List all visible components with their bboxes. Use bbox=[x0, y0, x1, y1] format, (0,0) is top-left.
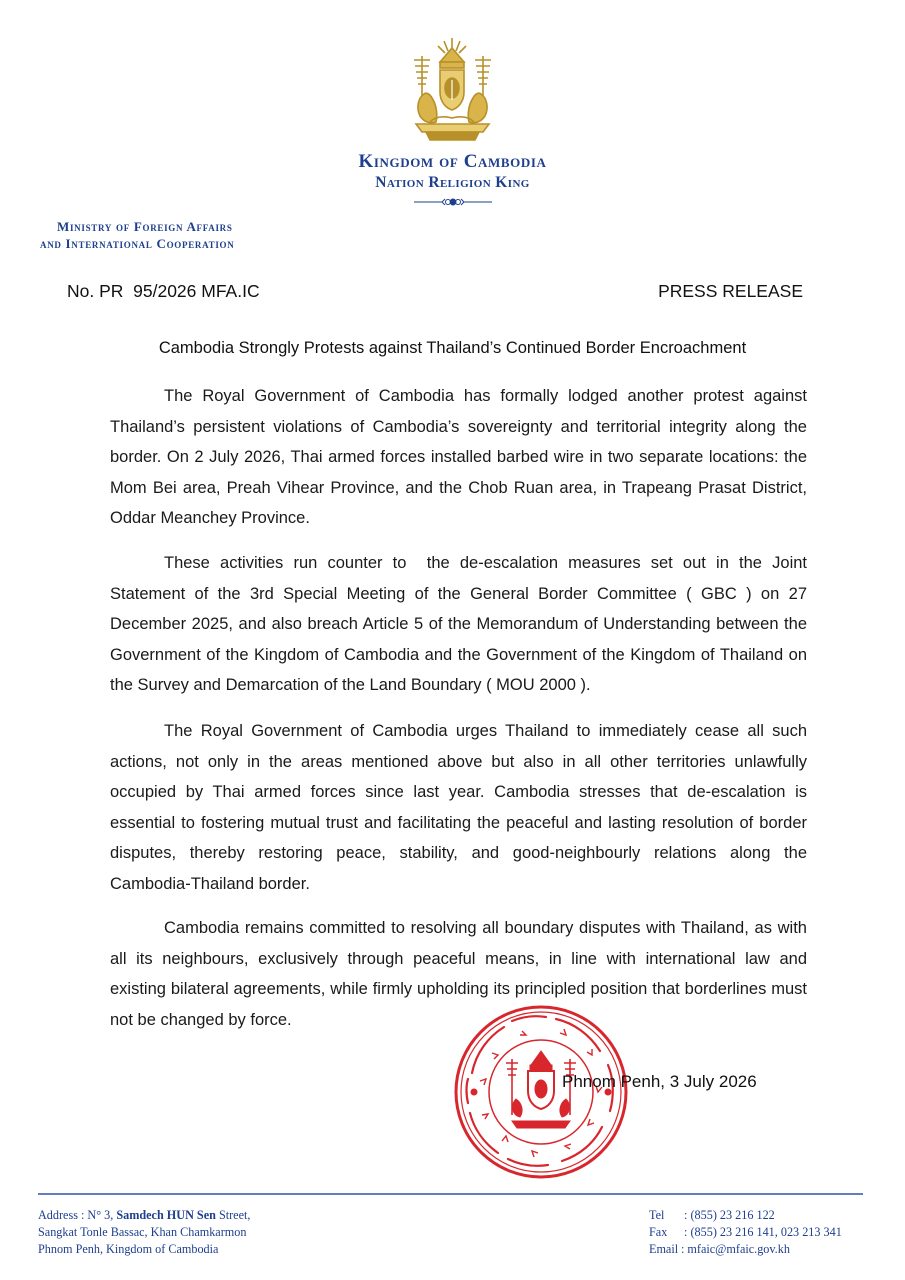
official-seal-icon bbox=[452, 1003, 630, 1181]
headline: Cambodia Strongly Protests against Thailand’s Continued Border Encroachment bbox=[158, 339, 747, 357]
reference-number: No. PR 95/2026 MFA.IC bbox=[67, 281, 260, 301]
paragraph-text: Cambodia remains committed to resolving all boundary disputes with Thailand, as with all its neighbours, exclusively through peaceful means, in line with international law and existing bilateral agreements, while firmly upholding its principled position that borderlines must not be changed by force. bbox=[110, 919, 807, 1029]
national-motto: Nation Religion King bbox=[375, 174, 530, 191]
address-line-3: Phnom Penh, Kingdom of Cambodia bbox=[38, 1242, 219, 1256]
tel-value: : (855) 23 216 122 bbox=[684, 1208, 775, 1222]
address-street-name: Samdech HUN Sen bbox=[116, 1208, 216, 1222]
paragraph-text: The Royal Government of Cambodia urges Thailand to immediately cease all such actions, not only in the areas mentioned above but also in all other territories unlawfully occupied by Thai armed forces since last year. Cambodia stresses that de-escalation is essential to fostering mutual trust and facilitating the peaceful and lasting resolution of border disputes, thereby restoring peace, stability, and good-neighbourly relations along the Cambodia-Thailand border. bbox=[110, 722, 807, 893]
footer-address bbox=[38, 1207, 250, 1258]
contact-fax bbox=[649, 1224, 842, 1241]
footer-contacts bbox=[649, 1207, 842, 1258]
footer-divider bbox=[38, 1193, 863, 1195]
document-type: PRESS RELEASE bbox=[658, 281, 803, 301]
dateline: Phnom Penh, 3 July 2026 bbox=[562, 1072, 757, 1091]
tel-label: Tel bbox=[649, 1208, 665, 1222]
fax-value: : (855) 23 216 141, 023 213 341 bbox=[684, 1225, 842, 1239]
email-value[interactable]: : mfaic@mfaic.gov.kh bbox=[681, 1242, 790, 1256]
royal-arms-emblem-icon bbox=[400, 36, 505, 146]
body-paragraph-3 bbox=[110, 716, 807, 900]
address-street-suffix: Street, bbox=[215, 1208, 251, 1222]
contact-tel bbox=[649, 1207, 842, 1224]
contact-email bbox=[649, 1241, 842, 1258]
body-paragraph-2 bbox=[110, 548, 812, 701]
ministry-name-line2: and International Cooperation bbox=[40, 236, 235, 251]
email-label: Email bbox=[649, 1242, 679, 1256]
address-line-2: Sangkat Tonle Bassac, Khan Chamkarmon bbox=[38, 1225, 247, 1239]
body-paragraph-1 bbox=[110, 381, 807, 534]
address-label: Address : N° 3, bbox=[38, 1208, 117, 1222]
address-line-1 bbox=[38, 1207, 250, 1224]
paragraph-text: These activities run counter to the de-escalation measures set out in the Joint Statement of the 3rd Special Meeting of the General Border Committee ( GBC ) on 27 December 2025, and also breach Article 5 of the Memorandum of Understanding between the Government of the Kingdom of Cambodia and the Government of the Kingdom of Thailand on the Survey and Demarcation of the Land Boundary ( MOU 2000 ). bbox=[110, 554, 812, 695]
ornamental-flourish-icon bbox=[412, 195, 494, 209]
paragraph-text: The Royal Government of Cambodia has formally lodged another protest against Thailand’s persistent violations of Cambodia’s sovereignty and territorial integrity along the border. On 2 July 2026, Thai armed forces installed barbed wire in two separate locations: the Mom Bei area, Preah Vihear Province, and the Chob Ruan area, in Trapeang Prasat District, Oddar Meanchey Province. bbox=[110, 387, 807, 528]
ministry-name-line1: Ministry of Foreign Affairs bbox=[57, 219, 233, 234]
fax-label: Fax bbox=[649, 1225, 668, 1239]
country-name: Kingdom of Cambodia bbox=[358, 151, 547, 172]
